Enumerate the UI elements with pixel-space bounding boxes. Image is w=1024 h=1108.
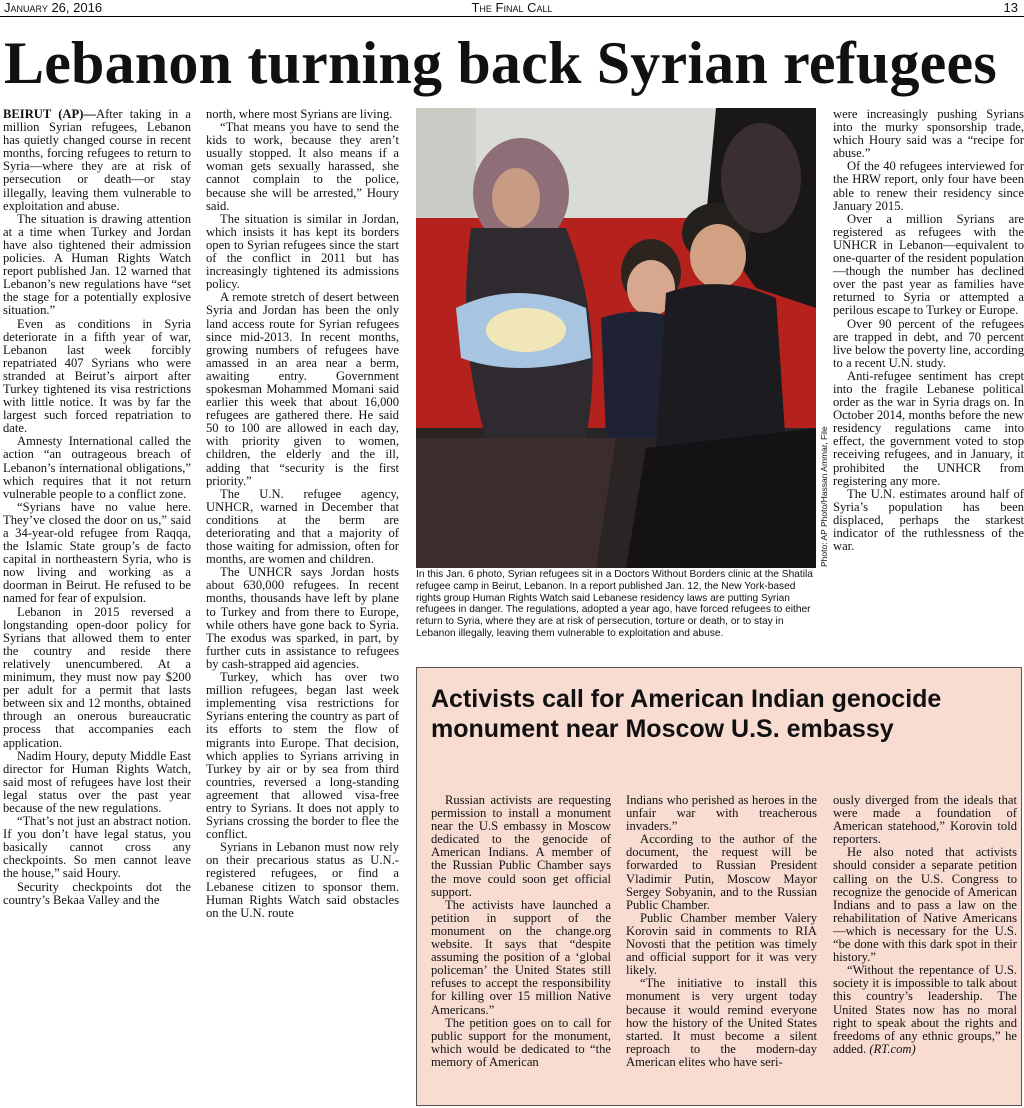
article-paragraph: “That means you have to send the kids to work, because they aren’t usually stopped. It also means if a woman gets sexually harassed, she cannot complain to the police, because she will be arrested,” Houry said. [206,120,399,213]
article-paragraph: Security checkpoints dot the country’s Bekaa Valley and the [3,879,191,907]
article-paragraph: Nadim Houry, deputy Middle East director for Human Rights Watch, said most of refugees have lost their legal status over the past year because of the new regulations. [3,748,191,815]
article-paragraph: were increasingly pushing Syrians into the murky sponsorship trade, which Houry said was a “recipe for abuse.” [833,107,1024,161]
article-paragraph: “Without the repentance of U.S. society it is impossible to talk about this country’s leadership. The United States now has no moral right to speak about the rights and freedoms of any ethnic groups,” he added. (RT.com) [833,963,1017,1056]
article-paragraph: Syrians in Lebanon must now rely on their precarious status as U.N.-registered refugees, or find a Lebanese citizen to sponsor them. Human Rights Watch said obstacles on the U.N. route [206,840,399,920]
article-paragraph: ously diverged from the ideals that were made a foundation of American statehood,” Korovin told reporters. [833,793,1017,847]
main-headline: Lebanon turning back Syrian refugees [4,30,997,96]
source-attribution: (RT.com) [869,1041,916,1056]
article-paragraph: The petition goes on to call for public support for the monument, which would be dedicated to “the memory of American [431,1015,611,1069]
article-paragraph: north, where most Syrians are living. [206,107,393,121]
sidebar-column-3 [833,794,1017,1056]
article-paragraph: The situation is similar in Jordan, which insists it has kept its borders open to Syrian refugees since the start of the conflict in 2011 but has increasingly tightened its admissions policy. [206,211,399,292]
main-story-column-1 [3,108,191,907]
photo-credit: Photo: AP Photo/Hassan Ammar, File [819,426,829,567]
article-paragraph: Over 90 percent of the refugees are trapped in debt, and 70 percent live below the poverty line, according to a recent U.N. study. [833,316,1024,370]
sidebar-column-1 [431,794,611,1069]
article-paragraph: Even as conditions in Syria deteriorate in a fifth year of war, Lebanon last week forcibly repatriated 407 Syrians who were stranded at Beirut’s airport after Turkey tightened its visa restrictions with little notice. It was by far the largest such forced repatriation to date. [3,316,191,436]
article-paragraph: The situation is drawing attention at a time when Turkey and Jordan have also tightened their admission policies. A Human Rights Watch report published Jan. 12 warned that Lebanon’s new regulations have “set the stage for a potentially explosive situation.” [3,211,191,318]
article-paragraph: “That’s not just an abstract notion. If you don’t have legal status, you basically cannot cross any checkpoints. So men cannot leave the house,” said Houry. [3,814,191,881]
page-number: 13 [1003,0,1018,15]
article-paragraph: Amnesty International called the action “an outrageous breach of Lebanon’s international obligations,” which requires that it not return vulnerable people to a conflict zone. [3,434,191,501]
sidebar-column-2 [626,794,817,1069]
article-paragraph: According to the author of the document, the request will be forwarded to Russian President Vladimir Putin, Moscow Mayor Sergey Sobyanin, and to the Russian Public Chamber. [626,832,817,912]
article-paragraph: BEIRUT (AP)—After taking in a million Syrian refugees, Lebanon has quietly changed course in recent months, forcing refugees to return to Syria—where they are at risk of persecution or death—or stay illegally, leaving them vulnerable to exploitation and abuse. [3,107,191,213]
article-paragraph: Lebanon in 2015 reversed a longstanding open-door policy for Syrians that allowed them to enter the country and reside there relatively unencumbered. At a minimum, they must now pay $200 per adult for a permit that lasts between six and 12 months, obtained through an onerous bureaucratic process that accompanies each application. [3,604,191,750]
article-paragraph: A remote stretch of desert between Syria and Jordan has been the only land access route for Syrian refugees since mid-2013. In recent months, growing numbers of refugees have amassed in an area near a berm, awaiting entry. Government spokesman Mohammed Momani said earlier this week that about 16,000 refugees are gathered there. He said 50 to 100 are allowed in each day, with priority given to women, children, the elderly and the ill, adding that “security is the first priority.” [206,290,399,488]
article-paragraph: “The initiative to install this monument is very urgent today because it would remind everyone how the history of the United States started. It must become a silent reproach to the modern-day American elites who have seri- [626,976,817,1069]
article-paragraph: “Syrians have no value here. They’ve closed the door on us,” said a 34-year-old refugee from Raqqa, the Islamic State group’s de facto capital in northeastern Syria, who is now living and working as a doorman in Beirut. He refused to be named for fear of expulsion. [3,499,191,606]
photo-caption: In this Jan. 6 photo, Syrian refugees sit in a Doctors Without Borders clinic at the Shatila refugee camp in Beirut, Lebanon. In a report published Jan. 12, the New York-based rights group Human Rights Watch said Lebanese residency laws are putting Syrian refugees in danger. The regulations, adopted a year ago, have forced refugees to either return to Syria, where they are at risk of persecution, torture or death, or to stay in Lebanon illegally, leaving them vulnerable to exploitation and abuse. [416,569,813,639]
sidebar-headline: Activists call for American Indian genocide monument near Moscow U.S. embassy [431,685,942,743]
article-paragraph: The U.N. estimates around half of Syria’s population has been displaced, perhaps the starkest indicator of the ruthlessness of the war. [833,486,1024,554]
article-paragraph: Public Chamber member Valery Korovin said in comments to RIA Novosti that the petition was timely and official support for it was very likely. [626,910,817,978]
article-paragraph: Of the 40 refugees interviewed for the HRW report, only four have been able to renew their residency since January 2015. [833,159,1024,213]
dateline: BEIRUT (AP)— [3,107,97,121]
main-story-column-2 [206,108,399,920]
article-paragraph: Turkey, which has over two million refugees, began last week implementing visa restrictions for Syrians entering the country as part of its efforts to stem the flow of migrants into Europe. That decision, which applies to Syrians arriving in Turkey by air or by sea from third countries, reversed a long-standing agreement that allowed visa-free entry to Syrians. It does not apply to Syrians crossing the border to flee the conflict. [206,670,399,842]
article-paragraph: Over a million Syrians are registered as refugees with the UNHCR in Lebanon—equivalent to one-quarter of the resident population—though the number has declined over the past year as families have returned to Syria or attempted a perilous escape to Turkey or Europe. [833,211,1024,318]
article-paragraph: The UNHCR says Jordan hosts about 630,000 refugees. In recent months, thousands have left by plane to Turkey and from there to Europe, while others have gone back to Syria. The exodus was sparked, in part, by further cuts in assistance to refugees by cash-strapped aid agencies. [206,565,399,671]
article-paragraph: Indians who perished as heroes in the unfair war with treacherous invaders.” [626,793,817,834]
article-paragraph: The U.N. refugee agency, UNHCR, warned in December that conditions at the berm are deteriorating and that a majority of those waiting for admission, often for months, are women and children. [206,486,399,567]
article-paragraph: He also noted that activists should consider a separate petition calling on the U.S. Congress to recognize the genocide of American Indians and to pass a law on the rehabilitation of Native Americans—which is necessary for the U.S. “be done with this dark spot in their history.” [833,845,1017,965]
masthead [0,0,1024,17]
article-paragraph: Russian activists are requesting permission to install a monument near the U.S embassy in Moscow dedicated to the genocide of American Indians. A member of the Russian Public Chamber says the move could soon get official support. [431,793,611,899]
issue-date: January 26, 2016 [4,0,103,15]
sidebar-story-box [416,667,1022,1106]
refugee-photo [416,108,816,568]
article-paragraph: Anti-refugee sentiment has crept into the fragile Lebanese political order as the war in Syria drags on. In October 2014, months before the new residency regulations came into effect, the government voted to stop receiving refugees, and in January, it prohibited the UNHCR from registering any more. [833,368,1024,488]
publication-name: The Final Call [471,0,553,15]
article-paragraph: The activists have launched a petition in support of the monument on the change.org website. It says that “despite assuming the position of a ‘global policeman’ the United States still refuses to accept the responsibility for killing over 15 million Native Americans.” [431,897,611,1017]
main-story-column-3 [833,108,1024,553]
